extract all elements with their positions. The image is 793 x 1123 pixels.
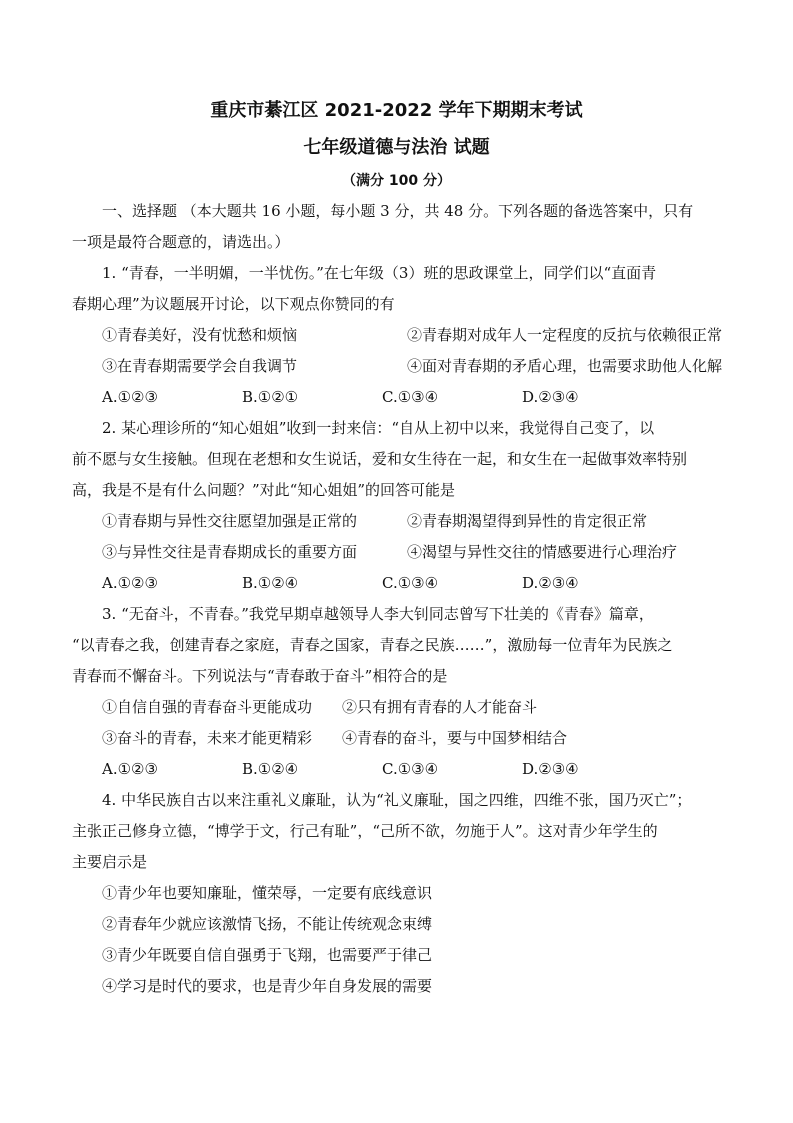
- question-4: [72, 785, 727, 1002]
- exam-content: [72, 196, 727, 1002]
- option-row: [72, 723, 727, 754]
- question-3: [72, 599, 727, 785]
- question-stem: 主张正己修身立德，“博学于文，行己有耻”，“己所不欲，勿施于人”。这对青少年学生的: [72, 822, 658, 840]
- option-1: ①青少年也要知廉耻，懂荣辱，一定要有底线意识: [102, 884, 433, 902]
- answer-b: B.①②①: [242, 388, 299, 406]
- question-stem: 3. “无奋斗，不青春。”我党早期卓越领导人李大钊同志曾写下壮美的《青春》篇章，: [102, 605, 654, 623]
- question-stem: 高，我是不是有什么问题？”对此“知心姐姐”的回答可能是: [72, 481, 456, 499]
- option-1: ①自信自强的青春奋斗更能成功: [102, 698, 313, 716]
- exam-title: 重庆市綦江区 2021-2022 学年下期期末考试: [210, 100, 583, 121]
- option-4: ④学习是时代的要求，也是青少年自身发展的需要: [102, 977, 433, 995]
- option-4: ④渴望与异性交往的情感要进行心理治疗: [407, 543, 678, 561]
- question-stem: “以青春之我，创建青春之家庭，青春之国家，青春之民族……”，激励每一位青年为民族之: [72, 636, 673, 654]
- option-3: ③在青春期需要学会自我调节: [102, 357, 298, 375]
- answer-c: C.①③④: [382, 574, 439, 592]
- question-stem: 春期心理”为议题展开讨论，以下观点你赞同的有: [72, 295, 395, 313]
- answer-b: B.①②④: [242, 760, 299, 778]
- section-instructions: 一、选择题 （本大题共 16 小题，每小题 3 分，共 48 分。下列各题的备选答案中，只有: [102, 202, 694, 220]
- exam-subtitle: 七年级道德与法治 试题: [303, 137, 490, 158]
- answer-a: A.①②③: [102, 388, 158, 406]
- question-1: [72, 258, 727, 413]
- option-2: ②只有拥有青春的人才能奋斗: [342, 698, 538, 716]
- question-stem: 主要启示是: [72, 853, 148, 871]
- question-stem: 青春而不懈奋斗。下列说法与“青春敢于奋斗”相符合的是: [72, 667, 448, 685]
- section-instructions-cont: 一项是最符合题意的，请选出。）: [72, 233, 290, 251]
- question-stem: 前不愿与女生接触。但现在老想和女生说话，爱和女生待在一起，和女生在一起做事效率特别: [72, 450, 688, 468]
- answer-c: C.①③④: [382, 388, 439, 406]
- option-3: ③与异性交往是青春期成长的重要方面: [102, 543, 358, 561]
- option-2: ②青春年少就应该激情飞扬，不能让传统观念束缚: [102, 915, 433, 933]
- option-2: ②青春期对成年人一定程度的反抗与依赖很正常: [407, 326, 723, 344]
- option-row: [72, 537, 727, 568]
- answer-choices: [72, 382, 727, 413]
- answer-choices: [72, 754, 727, 785]
- option-1: ①青春美好，没有忧愁和烦恼: [102, 326, 298, 344]
- option-row: [72, 320, 727, 351]
- option-row: [72, 506, 727, 537]
- answer-a: A.①②③: [102, 574, 158, 592]
- question-stem: 1. “青春，一半明媚，一半忧伤。”在七年级（3）班的思政课堂上，同学们以“直面青: [102, 264, 657, 282]
- question-stem: 4. 中华民族自古以来注重礼义廉耻，认为“礼义廉耻，国之四维，四维不张，国乃灭亡”；: [102, 791, 692, 809]
- option-1: ①青春期与异性交往愿望加强是正常的: [102, 512, 358, 530]
- option-4: ④面对青春期的矛盾心理，也需要求助他人化解: [407, 357, 723, 375]
- answer-d: D.②③④: [522, 388, 579, 406]
- question-stem: 2. 某心理诊所的“知心姐姐”收到一封来信：“自从上初中以来，我觉得自己变了，以: [102, 419, 655, 437]
- option-row: [72, 351, 727, 382]
- option-4: ④青春的奋斗，要与中国梦相结合: [342, 729, 568, 747]
- answer-choices: [72, 568, 727, 599]
- option-3: ③奋斗的青春，未来才能更精彩: [102, 729, 313, 747]
- option-3: ③青少年既要自信自强勇于飞翔，也需要严于律己: [102, 946, 433, 964]
- option-2: ②青春期渴望得到异性的肯定很正常: [407, 512, 648, 530]
- full-score-note: （满分 100 分）: [342, 173, 451, 189]
- answer-d: D.②③④: [522, 574, 579, 592]
- answer-c: C.①③④: [382, 760, 439, 778]
- answer-d: D.②③④: [522, 760, 579, 778]
- answer-a: A.①②③: [102, 760, 158, 778]
- option-row: [72, 692, 727, 723]
- answer-b: B.①②④: [242, 574, 299, 592]
- question-2: [72, 413, 727, 599]
